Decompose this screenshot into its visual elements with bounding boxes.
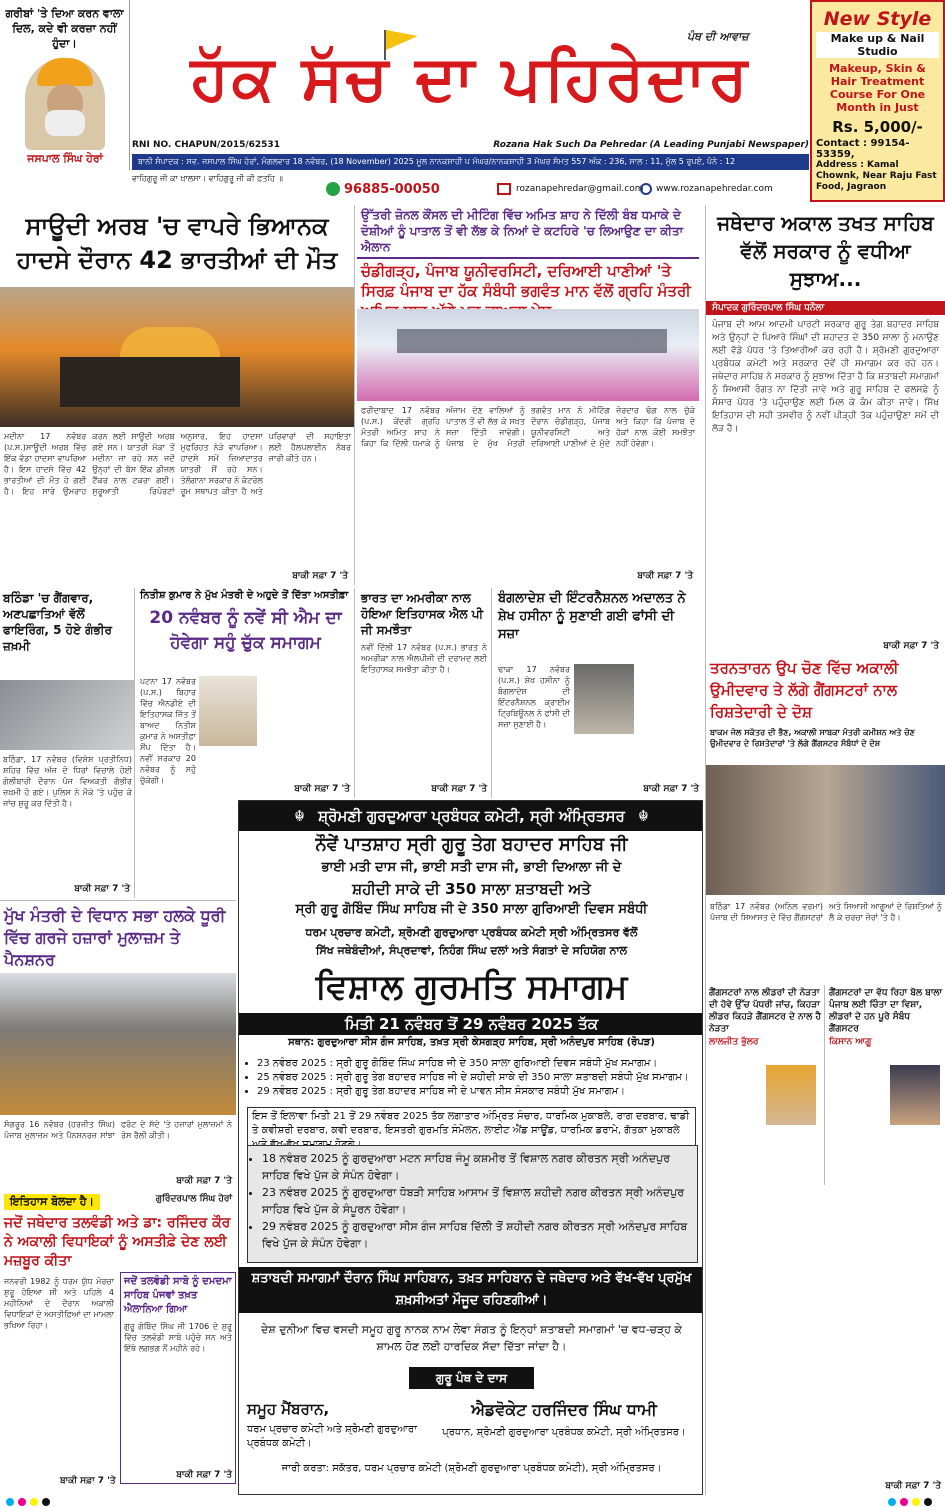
story-hasina-more[interactable]: ਬਾਕੀ ਸਫ਼ਾ 7 'ਤੇ — [643, 784, 699, 794]
ad-service: Make up & Nail Studio — [816, 32, 939, 58]
story-zonal-more[interactable]: ਬਾਕੀ ਸਫ਼ਾ 7 'ਤੇ — [637, 571, 693, 581]
ad-price: Rs. 5,000/- — [832, 118, 923, 136]
story-jathedar — [705, 205, 945, 655]
ad-brand: New Style — [823, 8, 932, 30]
sgpc-dates: ਮਿਤੀ 21 ਨਵੰਬਰ ਤੋਂ 29 ਨਵੰਬਰ 2025 ਤੱਕ — [239, 1013, 703, 1035]
sgpc-line1: ਨੌਵੇਂ ਪਾਤਸ਼ਾਹ ਸ੍ਰੀ ਗੁਰੂ ਤੇਗ ਬਹਾਦਰ ਸਾਹਿਬ ਜੀ — [315, 834, 628, 855]
sgpc-guru-panth: ਗੁਰੂ ਪੰਥ ਦੇ ਦਾਸ — [409, 1367, 534, 1389]
gangster-box-1-text: ਗੈਂਗਸਟਰਾਂ ਨਾਲ ਲੀਡਰਾਂ ਦੀ ਨੇੜਤਾ ਦੀ ਹੋਵੇ ਉੱਚ ਪੱਧਰੀ ਜਾਂਚ, ਕਿਹੜਾ ਲੀਡਰ ਕਿਹੜੇ ਗੈਂਗਸਟਰ ਦੇ ਨਾਲ ਹੈ ਨੇੜਤਾ — [709, 988, 821, 1034]
registration-mark — [6, 1498, 14, 1506]
story-saudi-more[interactable]: ਬਾਕੀ ਸਫ਼ਾ 7 'ਤੇ — [292, 571, 348, 581]
whatsapp-icon — [326, 182, 340, 196]
story-nitish-kicker: ਨਿਤੀਸ਼ ਕੁਮਾਰ ਨੇ ਮੁੱਖ ਮੰਤਰੀ ਦੇ ਅਹੁਦੇ ਤੋਂ ਦਿੱਤਾ ਅਸਤੀਫ਼ਾ — [140, 590, 349, 601]
story-tarn-taran-body: ਬਠਿੰਡਾ 17 ਨਵੰਬਰ (ਅਨਿਲ ਵਰਮਾ) ਪੰਜਾਬ ਦੀ ਸਿਆਸਤ ਦੇ ਵਿੱਚ ਗੈਂਗਸਟਰਾਂ ਅਤੇ ਸਿਆਸੀ ਆਗੂਆਂ ਦੇ ਰਿਸ਼ਤਿਆਂ ਨੂੰ ਲੈ ਕੇ ਚਰਚਾ ਜ਼ੋਰਾਂ 'ਤੇ ਹੈ। — [710, 902, 942, 922]
story-usa-headline[interactable]: ਭਾਰਤ ਦਾ ਅਮਰੀਕਾ ਨਾਲ ਹੋਇਆ ਇਤਿਹਾਸਕ ਐਲ ਪੀ ਜੀ ਸਮਝੌਤਾ — [361, 591, 484, 637]
sgpc-note: ਇਸ ਤੋਂ ਇਲਾਵਾ ਮਿਤੀ 21 ਤੋਂ 29 ਨਵੰਬਰ 2025 ਤੱਕ ਲਗਾਤਾਰ ਅੰਮ੍ਰਿਤ ਸੰਚਾਰ, ਧਾਰਮਿਕ ਮੁਕਾਬਲੇ, ਰਾਗ ਦਰਬਾਰ, ਢਾਡੀ ਤੇ ਕਵੀਸ਼ਰੀ ਦਰਬਾਰ, ਕਵੀ ਦਰਬਾਰ, ਇਸਤਰੀ ਗੁਰਮਤਿ ਸੰਮੇਲਨ, ਲਾਈਟ ਐਂਡ ਸਾਊਂਡ, ਧਾਰਮਿਕ ਡਰਾਮੇ, ਗੱਤਕਾ ਮੁਕਾਬਲੇ — [247, 1107, 696, 1155]
sgpc-members: ਸਮੂਹ ਮੈਂਬਰਾਨ, — [247, 1400, 330, 1418]
gangster-box-1-photo — [766, 1065, 816, 1125]
schedule-item: • 29 ਨਵੰਬਰ 2025 : ਸ੍ਰੀ ਗੁਰੂ ਤੇਗ ਬਹਾਦਰ ਸਾਹਿਬ ਜੀ ਦੇ ਪਾਵਨ ਸੀਸ ਸੰਸਕਾਰ ਸਬੰਧੀ ਮੁੱਖ ਸਮਾਗਮ। — [257, 1085, 703, 1099]
registration-mark — [42, 1498, 50, 1506]
sgpc-event: ਵਿਸ਼ਾਲ ਗੁਰਮਤਿ ਸਮਾਗਮ — [315, 967, 628, 1007]
sgpc-president-sub: ਪ੍ਰਧਾਨ, ਸ਼੍ਰੋਮਣੀ ਗੁਰਦੁਆਰਾ ਪ੍ਰਬੰਧਕ ਕਮੇਟੀ, ਸ੍ਰੀ ਅੰਮ੍ਰਿਤਸਰ। — [442, 1427, 686, 1438]
kirtan-item: • 29 ਨਵੰਬਰ 2025 ਨੂੰ ਗੁਰਦੁਆਰਾ ਸੀਸ ਗੰਜ ਸਾਹਿਬ ਦਿੱਲੀ ਤੋਂ ਸ਼ਹੀਦੀ ਨਗਰ ਕੀਰਤਨ ਸ੍ਰੀ ਅਨੰਦਪੁਰ ਸਾਹਿਬ ਵਿਖੇ ਪੁੱਜ ਕੇ ਸੰਪੰਨ ਹੋਵੇਗਾ। — [262, 1218, 697, 1252]
english-name: Rozana Hak Such Da Pehredar (A Leading Punjabi Newspaper) — [493, 140, 809, 150]
registration-mark — [912, 1498, 920, 1506]
email-address[interactable]: rozanapehredar@gmail.com — [516, 184, 644, 194]
sgpc-singh-sahiban: ਸ਼ਤਾਬਦੀ ਸਮਾਗਮਾਂ ਦੌਰਾਨ ਸਿੰਘ ਸਾਹਿਬਾਨ, ਤਖ਼ਤ ਸਾਹਿਬਾਨ ਦੇ ਜਥੇਦਾਰ ਅਤੇ ਵੱਖ-ਵੱਖ ਪ੍ਰਮੁੱਖ ਸ਼ਖ਼ਸੀਅਤਾਂ ਮੌਜੂਦ ਰਹਿਣਗੀਆਂ। — [239, 1267, 703, 1313]
email-icon — [497, 183, 511, 195]
gangster-box-2 — [826, 985, 945, 1185]
sgpc-org: ਸ਼੍ਰੋਮਣੀ ਗੁਰਦੁਆਰਾ ਪ੍ਰਬੰਧਕ ਕਮੇਟੀ, ਸ੍ਰੀ ਅੰਮ੍ਰਿਤਸਰ — [318, 807, 625, 825]
sgpc-members-sub: ਧਰਮ ਪ੍ਰਚਾਰ ਕਮੇਟੀ ਅਤੇ ਸ਼੍ਰੋਮਣੀ ਗੁਰਦੁਆਰਾ ਪ੍ਰਬੰਧਕ ਕਮੇਟੀ। — [247, 1424, 417, 1449]
sgpc-line3: ਸ਼ਹੀਦੀ ਸਾਕੇ ਦੀ 350 ਸਾਲਾ ਸ਼ਤਾਬਦੀ ਅਤੇ — [352, 880, 591, 898]
story-damdama-more[interactable]: ਬਾਕੀ ਸਫ਼ਾ 7 'ਤੇ — [176, 1470, 232, 1480]
registration-mark — [18, 1498, 26, 1506]
kirtan-list — [248, 1146, 697, 1252]
story-zonal-body: ਫਰੀਦਾਬਾਦ 17 ਨਵੰਬਰ (ਪ.ਸ.) ਕੇਂਦਰੀ ਗ੍ਰਹਿ ਮੰਤਰੀ ਅਮਿਤ ਸ਼ਾਹ ਨੇ ਕਿਹਾ ਕਿ ਦਿੱਲੀ ਧਮਾਕੇ ਨੂੰ ਅੰਜਾਮ ਦੇਣ ਵਾਲਿਆਂ ਨੂੰ ਪਾਤਾਲ ਤੋਂ ਵੀ ਲੱਭ ਕੇ ਸਖ਼ਤ ਸਜ਼ਾ ਦਿੱਤੀ ਜਾਵੇਗੀ। ਪੰਜਾਬ ਦੇ ਮੁੱਖ ਮੰਤਰੀ ਭਗਵੰਤ ਮਾਨ ਨੇ ਮੀਟਿੰਗ ਦੌਰਾਨ ਚੰਡੀਗੜ੍ਹ, ਪੰਜਾਬ ਯੂਨੀਵਰਸਿਟੀ ਅਤੇ ਦਰਿਆਈ ਪਾਣੀਆਂ ਦੇ ਮੁੱਦੇ ਜ਼ੋਰਦਾਰ ਢੰਗ ਨਾਲ ਚੁੱਕੇ ਅਤੇ ਕਿਹਾ ਕਿ ਪੰਜਾਬ ਦੇ ਹੱਕਾਂ ਨਾਲ ਕੋਈ ਸਮਝੌਤਾ ਨਹੀਂ ਹੋਵੇਗਾ। — [361, 406, 695, 448]
story-damdama-headline[interactable]: ਜਦੋਂ ਤਲਵੰਡੀ ਸਾਬੋ ਨੂੰ ਦਮਦਮਾ ਸਾਹਿਬ ਪੰਜਵਾਂ ਤਖ਼ਤ ਐਲਾਨਿਆ ਗਿਆ — [124, 1276, 232, 1315]
story-history — [0, 1190, 236, 1490]
gangster-box-2-text: ਗੈਂਗਸਟਰਾਂ ਦਾ ਵੱਧ ਰਿਹਾ ਬੋਲ ਬਾਲਾ ਪੰਜਾਬ ਲਈ ਚਿੰਤਾ ਦਾ ਵਿਸ਼ਾ, ਲੀਡਰਾਂ ਦੇ ਹਨ ਪੂਰੇ ਸੰਬੰਧ ਗੈਂਗਸਟਰ — [829, 988, 943, 1034]
registration-mark — [30, 1498, 38, 1506]
history-author: ਗੁਰਿੰਦਰਪਾਲ ਸਿੰਘ ਹੇਰਾਂ — [155, 1194, 232, 1204]
sgpc-issued-by: ਜਾਰੀ ਕਰਤਾ: ਸਕੱਤਰ, ਧਰਮ ਪ੍ਰਚਾਰ ਕਮੇਟੀ (ਸ਼੍ਰੋਮਣੀ ਗੁਰਦੁਆਰਾ ਪ੍ਰਬੰਧਕ ਕਮੇਟੀ), ਸ੍ਰੀ ਅੰਮ੍ਰਿਤਸਰ। — [281, 1463, 662, 1474]
masthead-title-area — [132, 0, 809, 140]
founder-name: ਜਸਪਾਲ ਸਿੰਘ ਹੇਰਾਂ — [27, 152, 103, 165]
story-tarn-taran-lede: ਬਾਕਮ ਜੇਲ ਸਕੱਤਰ ਦੀ ਭੈਣ, ਅਕਾਲੀ ਸਾਬਕਾ ਮੰਤਰੀ ਕਮੀਸ਼ਨ ਅਤੇ ਚੋਣ ਉਮੀਦਵਾਰ ਦੇ ਰਿਸ਼ਤੇਦਾਰਾਂ 'ਤੇ ਲੱਗੇ ਗੈਂਗਸਟਰ ਸੰਬੰਧਾਂ ਦੇ ਦੋਸ਼ — [710, 728, 915, 748]
ad-address: Address : Kamal Chownk, Near Raju Fast Food, Jagraon — [816, 160, 937, 192]
sgpc-venue: ਸਥਾਨ: ਗੁਰਦੁਆਰਾ ਸੀਸ ਗੰਜ ਸਾਹਿਬ, ਤਖ਼ਤ ਸ੍ਰੀ ਕੇਸਗੜ੍ਹ ਸਾਹਿਬ, ਸ੍ਰੀ ਅਨੰਦਪੁਰ ਸਾਹਿਬ (ਰੋਪੜ) — [288, 1037, 655, 1048]
masthead-title: ਹੱਕ ਸੱਚ ਦਾ ਪਹਿਰੇਦਾਰ — [190, 41, 751, 114]
schedule-item: • 25 ਨਵੰਬਰ 2025 : ਸ੍ਰੀ ਗੁਰੂ ਤੇਗ ਬਹਾਦਰ ਸਾਹਿਬ ਜੀ ਦੇ ਸ਼ਹੀਦੀ ਸਾਕੇ ਦੀ 350 ਸਾਲਾ ਸ਼ਤਾਬਦੀ ਸਬੰਧੀ ਮੁੱਖ ਸਮਾਗਮ। — [257, 1071, 703, 1085]
story-saudi — [0, 205, 355, 585]
globe-icon — [640, 183, 652, 195]
story-saudi-photo — [0, 287, 355, 427]
story-tarn-taran-more[interactable]: ਬਾਕੀ ਸਫ਼ਾ 7 'ਤੇ — [885, 1481, 941, 1491]
phone-number[interactable]: 96885-00050 — [344, 182, 440, 197]
khanda-icon: ☬ — [294, 807, 305, 825]
ad-course: Makeup, Skin & Hair Treatment Course For One Month in Just — [829, 62, 926, 114]
story-nitish-headline[interactable]: 20 ਨਵੰਬਰ ਨੂੰ ਨਵੇਂ ਸੀ ਐਮ ਦਾ ਹੋਵੇਗਾ ਸਹੁੰ ਚੁੱਕ ਸਮਾਗਮ — [149, 607, 342, 653]
story-nitish-body: ਪਟਨਾ 17 ਨਵੰਬਰ (ਪ.ਸ.) ਬਿਹਾਰ ਵਿੱਚ ਐਨਡੀਏ ਦੀ ਇਤਿਹਾਸਕ ਜਿੱਤ ਤੋਂ ਬਾਅਦ ਨਿਤੀਸ਼ ਕੁਮਾਰ ਨੇ ਅਸਤੀਫ਼ਾ ਸੌਂਪ ਦਿੱਤਾ ਹੈ। ਨਵੀਂ ਸਰਕਾਰ 20 ਨਵੰਬਰ ਨੂੰ ਸਹੁੰ ਚੁੱਕੇਗੀ। — [140, 677, 196, 785]
story-nitish-photo — [199, 676, 257, 746]
story-zonal-photo — [357, 309, 699, 401]
registration-mark — [888, 1498, 896, 1506]
story-history-headline[interactable]: ਜਦੋਂ ਜਥੇਦਾਰ ਤਲਵੰਡੀ ਅਤੇ ਡਾ: ਰਜਿੰਦਰ ਕੌਰ ਨੇ ਅਕਾਲੀ ਵਿਧਾਇਕਾਂ ਨੂੰ ਅਸਤੀਫ਼ੇ ਦੇਣ ਲਈ ਮਜ਼ਬੂਰ ਕੀਤਾ — [4, 1215, 231, 1269]
story-zonal-subhead[interactable]: ਚੰਡੀਗੜ੍ਹ, ਪੰਜਾਬ ਯੂਨੀਵਰਸਿਟੀ, ਦਰਿਆਈ ਪਾਣੀਆਂ 'ਤੇ ਸਿਰਫ਼ ਪੰਜਾਬ ਦਾ ਹੱਕ ਸੰਬੰਧੀ ਭਗਵੰਤ ਮਾਨ ਵੱਲੋਂ ਗ੍ਰਹਿ ਮੰਤਰੀ — [357, 257, 699, 323]
story-jathedar-more[interactable]: ਬਾਕੀ ਸਫ਼ਾ 7 'ਤੇ — [883, 641, 939, 651]
story-dhuri-body: ਸੰਗਰੂਰ 16 ਨਵੰਬਰ (ਹਰਜੀਤ ਸਿੰਘ) ਪੰਜਾਬ ਮੁਲਾਜ਼ਮ ਅਤੇ ਪੈਨਸ਼ਨਰਜ਼ ਸਾਂਝਾ ਫਰੰਟ ਦੇ ਸੱਦੇ 'ਤੇ ਹਜ਼ਾਰਾਂ ਮੁਲਾਜ਼ਮਾਂ ਨੇ ਰੋਸ ਰੈਲੀ ਕੀਤੀ। — [4, 1120, 232, 1140]
story-hasina-headline[interactable]: ਬੰਗਲਾਦੇਸ਼ ਦੀ ਇੰਟਰਨੈਸ਼ਨਲ ਅਦਾਲਤ ਨੇ ਸ਼ੇਖ ਹਸੀਨਾ ਨੂੰ ਸੁਣਾਈ ਗਈ ਫਾਂਸੀ ਦੀ ਸਜ਼ਾ — [498, 591, 686, 642]
story-hasina — [494, 588, 703, 798]
registration-mark — [900, 1498, 908, 1506]
sgpc-appeal: ਦੇਸ਼ ਦੁਨੀਆ ਵਿਚ ਵਸਦੀ ਸਮੂਹ ਗੁਰੂ ਨਾਨਕ ਨਾਮ ਲੇਵਾ ਸੰਗਤ ਨੂੰ ਇਨ੍ਹਾਂ ਸ਼ਤਾਬਦੀ ਸਮਾਗਮਾਂ 'ਚ ਵਧ-ਚੜ੍ਹ ਕੇ ਸ਼ਾਮਲ ਹੋਣ ਲਈ ਹਾਰਦਿਕ ਸੱਦਾ ਦਿੱਤਾ ਜਾਂਦਾ ਹੈ। — [261, 1323, 682, 1353]
story-usa-more[interactable]: ਬਾਕੀ ਸਫ਼ਾ 7 'ਤੇ — [431, 784, 487, 794]
history-label: ਇਤਿਹਾਸ ਬੋਲਦਾ ਹੈ। — [4, 1194, 100, 1210]
story-damdama-body: ਗੁਰੂ ਗੋਬਿੰਦ ਸਿੰਘ ਜੀ 1706 ਦੇ ਸ਼ੁਰੂ ਵਿੱਚ ਤਲਵੰਡੀ ਸਾਬੋ ਪਹੁੰਚੇ ਸਨ ਅਤੇ ਇੱਥੇ ਲਗਭਗ ਨੌਂ ਮਹੀਨੇ ਰਹੇ। — [124, 1322, 232, 1353]
story-bathinda — [0, 588, 135, 898]
sgpc-president: ਐਡਵੋਕੇਟ ਹਰਜਿੰਦਰ ਸਿੰਘ ਧਾਮੀ — [471, 1400, 657, 1419]
story-hasina-body: ਢਾਕਾ 17 ਨਵੰਬਰ (ਪ.ਸ.) ਸ਼ੇਖ ਹਸੀਨਾ ਨੂੰ ਬੰਗਲਾਦੇਸ਼ ਦੀ ਇੰਟਰਨੈਸ਼ਨਲ ਕ੍ਰਾਈਮ ਟ੍ਰਿਬਿਊਨਲ ਨੇ ਫਾਂਸੀ ਦੀ ਸਜ਼ਾ ਸੁਣਾਈ ਹੈ। — [498, 665, 570, 729]
schedule-item: • 23 ਨਵੰਬਰ 2025 : ਸ੍ਰੀ ਗੁਰੂ ਗੋਬਿੰਦ ਸਿੰਘ ਸਾਹਿਬ ਜੀ ਦੇ 350 ਸਾਲਾ ਗੁਰਿਆਈ ਦਿਵਸ ਸਬੰਧੀ ਮੁੱਖ ਸਮਾਗਮ। — [257, 1057, 703, 1071]
story-zonal-headline[interactable]: ਉੱਤਰੀ ਜ਼ੋਨਲ ਕੌਂਸਲ ਦੀ ਮੀਟਿੰਗ ਵਿੱਚ ਅਮਿਤ ਸ਼ਾਹ ਨੇ ਦਿੱਲੀ ਬੰਬ ਧਮਾਕੇ ਦੇ ਦੋਸ਼ੀਆਂ ਨੂੰ ਪਾਤਾਲ ਤੋਂ ਵੀ ਲੱਭ ਕੇ ਨਿਆਂ ਦੇ ਕਟਹਿਰੇ 'ਚ ਲਿਆਉਣ ਦਾ ਕੀਤਾ ਐਲਾਨ — [361, 208, 684, 254]
masthead-tagline: ਪੰਥ ਦੀ ਆਵਾਜ਼ — [687, 30, 749, 43]
story-bathinda-more[interactable]: ਬਾਕੀ ਸਫ਼ਾ 7 'ਤੇ — [74, 884, 130, 894]
sgpc-ad — [238, 800, 703, 1495]
sgpc-schedule — [243, 1057, 703, 1099]
story-saudi-headline[interactable]: ਸਾਊਦੀ ਅਰਬ 'ਚ ਵਾਪਰੇ ਭਿਆਨਕ ਹਾਦਸੇ ਦੌਰਾਨ 42 ਭਾਰਤੀਆਂ ਦੀ ਮੌਤ — [16, 212, 338, 274]
sgpc-kirtan-box — [247, 1145, 698, 1263]
story-bathinda-body: ਬਠਿੰਡਾ, 17 ਨਵੰਬਰ (ਵਿਸ਼ੇਸ਼ ਪ੍ਰਤੀਨਿਧ) ਸ਼ਹਿਰ ਵਿੱਚ ਅੱਜ ਦੋ ਧਿਰਾਂ ਵਿਚਾਲੇ ਹੋਈ ਗੋਲੀਬਾਰੀ ਦੌਰਾਨ ਪੰਜ ਵਿਅਕਤੀ ਗੰਭੀਰ ਜ਼ਖ਼ਮੀ ਹੋ ਗਏ। ਪੁਲਿਸ ਨੇ ਮੌਕੇ 'ਤੇ ਪਹੁੰਚ ਕੇ ਜਾਂਚ ਸ਼ੁਰੂ ਕਰ ਦਿੱਤੀ ਹੈ। — [3, 755, 132, 808]
gangster-box-1-name: ਲਾਲਜੀਤ ਭੁੱਲਰ — [709, 1037, 759, 1047]
story-jathedar-headline[interactable]: ਜਥੇਦਾਰ ਅਕਾਲ ਤਖਤ ਸਾਹਿਬ ਵੱਲੋਂ ਸਰਕਾਰ ਨੂੰ ਵਧੀਆ ਸੁਝਾਅ... — [717, 211, 934, 291]
story-dhuri — [0, 900, 236, 1190]
kirtan-item: • 18 ਨਵੰਬਰ 2025 ਨੂੰ ਗੁਰਦੁਆਰਾ ਮਟਨ ਸਾਹਿਬ ਜੰਮੂ ਕਸ਼ਮੀਰ ਤੋਂ ਵਿਸ਼ਾਲ ਨਗਰ ਕੀਰਤਨ ਸ੍ਰੀ ਅਨੰਦਪੁਰ ਸਾਹਿਬ ਵਿਖੇ ਪੁੱਜ ਕੇ ਸੰਪੰਨ ਹੋਵੇਗਾ। — [262, 1150, 697, 1184]
story-usa-body: ਨਵੀਂ ਦਿੱਲੀ 17 ਨਵੰਬਰ (ਪ.ਸ.) ਭਾਰਤ ਨੇ ਅਮਰੀਕਾ ਨਾਲ ਐਲਪੀਜੀ ਦੀ ਦਰਾਮਦ ਲਈ ਇਤਿਹਾਸਕ ਸਮਝੌਤਾ ਕੀਤਾ ਹੈ। — [361, 643, 487, 674]
story-damdama — [120, 1272, 236, 1484]
dateline: ਬਾਨੀ ਸੰਪਾਦਕ : ਸਵ. ਜਸਪਾਲ ਸਿੰਘ ਹੇਰਾਂ, ਮੰਗਲਵਾਰ 18 ਨਵੰਬਰ, (18 November) 2025 ਮੂਲ ਨਾਨਕਸ਼ਾਹੀ ਪ ਮੱਘਰ/ਨਾਨਕਸ਼ਾਹੀ 3 ਮੱਘਰ ਸੰਮਤ 557 ਅੰਕ : 236, ਸਾਲ : 11, ਮੁੱਲ 5 ਰੁਪਏ, ਪੰਨੇ : 12 — [132, 154, 809, 170]
sgpc-line4: ਸ੍ਰੀ ਗੁਰੂ ਗੋਬਿੰਦ ਸਿੰਘ ਸਾਹਿਬ ਜੀ ਦੇ 350 ਸਾਲਾ ਗੁਰਿਆਈ ਦਿਵਸ ਸਬੰਧੀ — [295, 902, 648, 917]
story-tarn-taran — [705, 655, 945, 1495]
story-history-more[interactable]: ਬਾਕੀ ਸਫ਼ਾ 7 'ਤੇ — [60, 1476, 116, 1486]
masthead-info-strip — [132, 140, 809, 202]
sgpc-line2: ਭਾਈ ਮਤੀ ਦਾਸ ਜੀ, ਭਾਈ ਸਤੀ ਦਾਸ ਜੀ, ਭਾਈ ਦਿਆਲਾ ਜੀ ਦੇ — [321, 860, 622, 875]
registration-marks — [0, 1496, 945, 1507]
kirtan-item: • 23 ਨਵੰਬਰ 2025 ਨੂੰ ਗੁਰਦੁਆਰਾ ਧੋਬੜੀ ਸਾਹਿਬ ਆਸਾਮ ਤੋਂ ਵਿਸ਼ਾਲ ਸ਼ਹੀਦੀ ਨਗਰ ਕੀਰਤਨ ਸ੍ਰੀ ਅਨੰਦਪੁਰ ਸਾਹਿਬ ਵਿਖੇ ਪੁੱਜ ਕੇ ਸੰਪੂਰਨ ਹੋਵੇਗਾ। — [262, 1184, 697, 1218]
slogan: ਵਾਹਿਗੁਰੂ ਜੀ ਕਾ ਖ਼ਾਲਸਾ। ਵਾਹਿਗੁਰੂ ਜੀ ਕੀ ਫ਼ਤਹਿ ॥ — [132, 174, 283, 183]
story-jathedar-byline: ਸੰਪਾਦਕ ਗੁਰਿੰਦਰਪਾਲ ਸਿੰਘ ਧਨੌਲਾ — [706, 301, 945, 315]
story-tarn-taran-headline[interactable]: ਤਰਨਤਾਰਨ ਉਪ ਚੋਣ ਵਿੱਚ ਅਕਾਲੀ ਉਮੀਦਵਾਰ ਤੇ ਲੱਗੇ ਗੈਂਗਸਟਰਾਂ ਨਾਲ ਰਿਸ਼ਤੇਦਾਰੀ ਦੇ ਦੋਸ਼ — [710, 659, 899, 721]
story-nitish — [137, 588, 355, 798]
website[interactable]: www.rozanapehredar.com — [656, 184, 773, 194]
beauty-studio-ad[interactable] — [810, 0, 945, 202]
sgpc-line6: ਸਿੱਖ ਜਥੇਬੰਦੀਆਂ, ਸੰਪ੍ਰਦਾਵਾਂ, ਨਿਹੰਗ ਸਿੰਘ ਦਲਾਂ ਅਤੇ ਸੰਗਤਾਂ ਦੇ ਸਹਿਯੋਗ ਨਾਲ — [315, 944, 628, 957]
registration-mark — [924, 1498, 932, 1506]
ad-contact: Contact : 99154-53359, — [816, 138, 910, 160]
story-dhuri-more[interactable]: ਬਾਕੀ ਸਫ਼ਾ 7 'ਤੇ — [176, 1176, 232, 1186]
sgpc-line5: ਧਰਮ ਪ੍ਰਚਾਰ ਕਮੇਟੀ, ਸ਼੍ਰੋਮਣੀ ਗੁਰਦੁਆਰਾ ਪ੍ਰਬੰਧਕ ਕਮੇਟੀ ਸ੍ਰੀ ਅੰਮ੍ਰਿਤਸਰ ਵੱਲੋਂ — [305, 926, 638, 939]
story-bathinda-headline[interactable]: ਬਠਿੰਡਾ 'ਚ ਗੈਂਗਵਾਰ, ਅਣਪਛਾਤਿਆਂ ਵੱਲੋਂ ਫਾਇਰਿੰਗ, 5 ਹੋਏ ਗੰਭੀਰ ਜ਼ਖ਼ਮੀ — [3, 591, 112, 653]
story-jathedar-body: ਪੰਜਾਬ ਦੀ ਆਮ ਆਦਮੀ ਪਾਰਟੀ ਸਰਕਾਰ ਗੁਰੂ ਤੇਗ ਬਹਾਦਰ ਸਾਹਿਬ ਅਤੇ ਉਨ੍ਹਾਂ ਦੇ ਪਿਆਰੇ ਸਿੰਘਾਂ ਦੀ ਸ਼ਹਾਦਤ ਦੇ 350 ਸਾਲਾ ਨੂੰ ਮਨਾਉਣ ਲਈ ਵੱਡੇ ਪੱਧਰ 'ਤੇ ਤਿਆਰੀਆਂ ਕਰ ਰਹੀ ਹੈ। ਸ਼੍ਰੋਮਣੀ ਗੁਰਦੁਆਰਾ ਪ੍ਰਬੰਧਕ ਕਮੇਟੀ ਅਤੇ ਸਰਕਾਰ ਦੋਵੇਂ ਹੀ ਸਮਾਗਮ ਕਰ ਰਹੇ ਹਨ। ਜਥੇਦਾਰ ਸਾਹਿਬ ਨੇ ਸਰਕਾਰ ਨੂੰ ਸੁਝਾਅ ਦਿੱਤਾ ਹੈ ਕਿ ਸ਼ਤਾਬਦੀ ਸਮਾਗਮਾਂ ਨੂੰ ਸਿਆਸੀ ਰੰਗਤ ਨਾ ਦਿੱਤੀ ਜਾਵੇ ਅਤੇ ਗੁਰੂ ਸਾਹਿਬ ਦੇ ਫਲਸਫ਼ੇ ਨੂੰ ਸੰਸਾਰ ਪੱਧਰ 'ਤੇ ਪਹੁੰਚਾਉਣ ਲਈ ਮਿਲ ਕੇ ਕੰਮ ਕੀਤਾ ਜਾਵੇ। ਸਿੱਖ ਇਤਿਹਾਸ ਦੀ ਸਹੀ ਤਸਵੀਰ ਨੂੰ ਨਵੀਂ ਪੀੜ੍ਹੀ ਤੱਕ ਪਹੁੰਚਾਉਣਾ ਸਮੇਂ ਦੀ ਲੋੜ ਹੈ। — [712, 320, 939, 434]
founder-quote: ਗਰੀਬਾਂ 'ਤੇ ਦਿਆ ਕਰਨ ਵਾਲਾ ਦਿਲ, ਕਦੇ ਵੀ ਕਰਜ਼ਾ ਨਹੀਂ ਹੁੰਦਾ। — [5, 7, 124, 50]
story-dhuri-photo — [0, 973, 236, 1115]
story-hasina-photo — [574, 664, 634, 734]
rni-number: RNI NO. CHAPUN/2015/62531 — [132, 140, 280, 150]
gangster-box-2-name: ਕਿਸਾਨ ਆਗੂ — [829, 1037, 872, 1047]
story-zonal — [357, 205, 699, 585]
story-nitish-more[interactable]: ਬਾਕੀ ਸਫ਼ਾ 7 'ਤੇ — [294, 784, 350, 794]
sgpc-org-band — [239, 801, 703, 831]
khanda-icon: ☬ — [638, 807, 649, 825]
gangster-box-2-photo — [890, 1065, 940, 1125]
story-saudi-body: ਮਦੀਨਾ 17 ਨਵੰਬਰ (ਪ.ਸ.)ਸਾਊਦੀ ਅਰਬ ਵਿੱਚ ਇੱਕ ਵੱਡਾ ਹਾਦਸਾ ਵਾਪਰਿਆ ਹੈ। ਇਸ ਹਾਦਸੇ ਵਿੱਚ 42 ਭਾਰਤੀਆਂ ਦੀ ਮੌਤ ਹੋ ਗਈ ਹੈ। ਇਹ ਸਾਰੇ ਉਮਰਾਹ ਕਰਨ ਲਈ ਸਾਊਦੀ ਅਰਬ ਗਏ ਸਨ। ਯਾਤਰੀ ਮੱਕਾ ਤੋਂ ਮਦੀਨਾ ਜਾ ਰਹੇ ਸਨ ਜਦੋਂ ਉਨ੍ਹਾਂ ਦੀ ਬੱਸ ਇੱਕ ਡੀਜ਼ਲ ਟੈਂਕਰ ਨਾਲ ਟਕਰਾ ਗਈ। ਸੁਰੂਆਤੀ ਰਿਪੋਰਟਾਂ ਅਨੁਸਾਰ, ਇਹ ਹਾਦਸਾ ਮੁਫਰਿਹਤ ਨੇੜੇ ਵਾਪਰਿਆ। ਹਾਦਸੇ ਸਮੇਂ ਜ਼ਿਆਦਾਤਰ ਯਾਤਰੀ ਸੌਂ ਰਹੇ ਸਨ। ਤੇਲੰਗਾਨਾ ਸਰਕਾਰ ਨੇ ਕੰਟਰੋਲ ਰੂਮ ਸਥਾਪਤ ਕੀਤਾ ਹੈ ਅਤੇ ਪਰਿਵਾਰਾਂ ਦੀ ਸਹਾਇਤਾ ਲਈ ਹੈਲਪਲਾਈਨ ਨੰਬਰ ਜਾਰੀ ਕੀਤੇ ਹਨ। — [4, 432, 351, 496]
story-usa — [357, 588, 492, 798]
story-tarn-taran-photo — [706, 765, 945, 895]
gangster-box-1 — [706, 985, 825, 1185]
founder-photo — [25, 58, 105, 150]
story-dhuri-headline[interactable]: ਮੁੱਖ ਮੰਤਰੀ ਦੇ ਵਿਧਾਨ ਸਭਾ ਹਲਕੇ ਧੂਰੀ ਵਿੱਚ ਗਰਜੇ ਹਜ਼ਾਰਾਂ ਮੁਲਾਜ਼ਮ ਤੇ ਪੈਨਸ਼ਨਰ — [4, 906, 226, 969]
founder-quote-box — [0, 0, 130, 170]
story-bathinda-photo — [0, 680, 135, 750]
story-history-body: ਜਨਵਰੀ 1982 ਨੂੰ ਧਰਮ ਯੁੱਧ ਮੋਰਚਾ ਸ਼ੁਰੂ ਹੋਇਆ ਸੀ ਅਤੇ ਪਹਿਲੇ 4 ਮਹੀਨਿਆਂ ਦੇ ਦੌਰਾਨ ਅਕਾਲੀ ਵਿਧਾਇਕਾਂ ਦੇ ਅਸਤੀਫ਼ਿਆਂ ਦਾ ਮਾਮਲਾ ਭਖਿਆ ਰਿਹਾ। — [4, 1277, 114, 1330]
